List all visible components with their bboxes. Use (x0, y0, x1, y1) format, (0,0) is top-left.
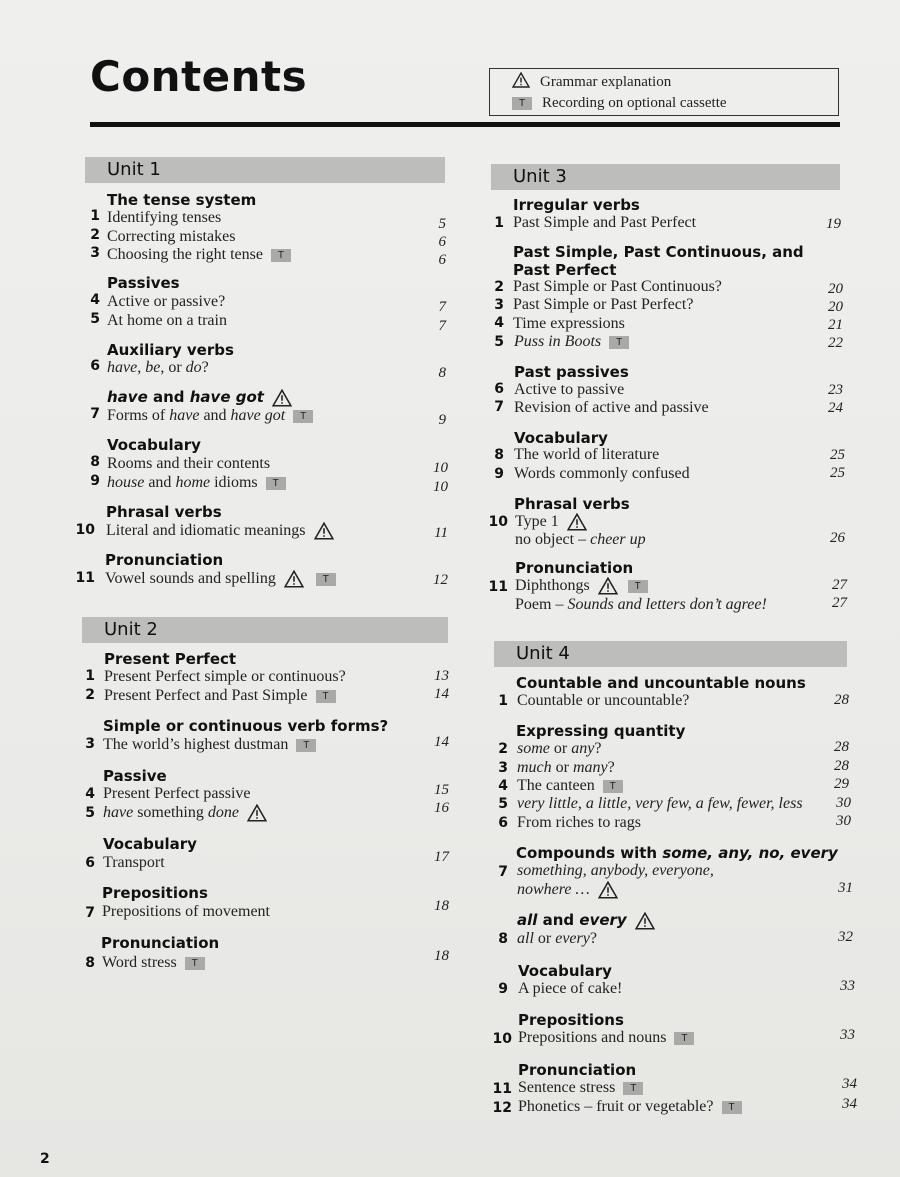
item-number: 2 (90, 227, 100, 243)
item-row[interactable]: Diphthongs T (515, 577, 648, 595)
warning-triangle-icon (598, 577, 618, 595)
item-number: 5 (494, 334, 504, 350)
section-heading: Vocabulary (514, 429, 608, 447)
section-heading: Pronunciation (105, 551, 224, 569)
item-number: 8 (85, 955, 95, 971)
page-ref: 30 (836, 795, 851, 811)
unit-3-heading: Unit 3 (491, 164, 840, 190)
item-number: 4 (85, 786, 95, 802)
item-title[interactable]: something, anybody, everyone, (517, 862, 714, 879)
page-ref: 21 (828, 317, 843, 333)
page-ref: 18 (434, 898, 449, 914)
page-ref: 34 (842, 1076, 857, 1092)
section-heading: Simple or continuous verb forms? (103, 717, 389, 735)
item-title[interactable]: have, be, or do? (107, 359, 209, 376)
page-ref: 34 (842, 1096, 857, 1112)
recording-t-box: T (674, 1032, 694, 1045)
section-heading: Past Perfect (513, 261, 617, 279)
section-heading: Prepositions (102, 884, 208, 902)
page-ref: 6 (438, 234, 446, 250)
item-number: 3 (85, 736, 95, 752)
page-ref: 25 (830, 465, 845, 481)
item-title[interactable]: Time expressions (513, 315, 625, 332)
item-row[interactable]: Present Perfect and Past Simple T (104, 687, 336, 705)
item-title[interactable]: Rooms and their contents (107, 455, 271, 472)
page-ref: 19 (826, 216, 841, 232)
item-title: Choosing the right tense (107, 246, 263, 263)
item-number: 10 (75, 522, 95, 538)
recording-t-box: T (609, 336, 629, 349)
section-heading: Past Simple, Past Continuous, and (513, 243, 804, 261)
legend-grammar (512, 72, 671, 92)
item-title[interactable]: some or any? (517, 740, 602, 757)
section-heading: The tense system (107, 191, 257, 209)
section-heading: have and have got (107, 388, 292, 407)
item-number: 12 (492, 1100, 512, 1116)
section-heading: all and every (517, 911, 655, 930)
item-number: 1 (498, 693, 508, 709)
page-ref: 24 (828, 400, 843, 416)
item-number: 1 (494, 215, 504, 231)
item-row[interactable]: have something done (103, 804, 267, 822)
recording-t-box: T (628, 580, 648, 593)
item-number: 4 (494, 315, 504, 331)
section-heading: Countable and uncountable nouns (516, 674, 806, 692)
recording-t-box: T (722, 1101, 742, 1114)
item-row[interactable]: Phonetics – fruit or vegetable? T (518, 1098, 742, 1116)
page-ref: 14 (434, 686, 449, 702)
page-ref: 27 (832, 577, 847, 593)
item-title[interactable]: Active to passive (514, 381, 625, 398)
recording-t-box: T (266, 477, 286, 490)
page-ref: 33 (840, 978, 855, 994)
recording-t-box: T (293, 410, 313, 423)
item-row[interactable]: Type 1 (515, 513, 587, 531)
page-ref: 22 (828, 335, 843, 351)
item-number: 7 (90, 406, 100, 422)
item-number: 7 (494, 399, 504, 415)
warning-triangle-icon (598, 881, 618, 899)
item-title[interactable]: Transport (103, 854, 165, 871)
item-number: 3 (494, 297, 504, 313)
warning-triangle-icon (512, 72, 530, 93)
item-number: 5 (90, 311, 100, 327)
section-heading: Vocabulary (518, 962, 612, 980)
legend-box (489, 68, 839, 116)
item-number: 9 (90, 473, 100, 489)
item-number: 3 (90, 245, 100, 261)
item-title[interactable]: Active or passive? (107, 293, 226, 310)
page-ref: 9 (438, 412, 446, 428)
item-row[interactable]: nowhere … (517, 881, 618, 899)
item-title[interactable]: much or many? (517, 759, 615, 776)
item-number: 5 (85, 805, 95, 821)
item-row[interactable]: The world’s highest dustman T (103, 736, 316, 754)
warning-triangle-icon (567, 513, 587, 531)
item-number: 11 (488, 579, 508, 595)
item-title[interactable]: all or every? (517, 930, 597, 947)
recording-t-box: T (623, 1082, 643, 1095)
item-row[interactable]: Prepositions and nouns T (518, 1029, 694, 1047)
item-title[interactable]: Past Simple or Past Perfect? (513, 296, 694, 313)
section-heading: Past passives (514, 363, 629, 381)
page-ref: 29 (834, 776, 849, 792)
item-row[interactable]: Word stress T (102, 954, 205, 972)
item-number: 2 (498, 741, 508, 757)
item-row[interactable] (107, 246, 291, 264)
item-title[interactable]: Past Simple or Past Continuous? (513, 278, 722, 295)
page-ref: 15 (434, 782, 449, 798)
page-ref: 20 (828, 299, 843, 315)
item-number: 10 (492, 1031, 512, 1047)
item-number: 2 (494, 279, 504, 295)
unit-1-heading: Unit 1 (85, 157, 445, 183)
item-title[interactable]: Correcting mistakes (107, 228, 236, 245)
page-ref: 32 (838, 929, 853, 945)
item-row[interactable]: Vowel sounds and spelling T (105, 570, 336, 588)
section-heading: Pronunciation (518, 1061, 637, 1079)
section-heading: Vocabulary (103, 835, 197, 853)
page-ref: 17 (434, 849, 449, 865)
item-number: 6 (498, 815, 508, 831)
item-number: 9 (498, 981, 508, 997)
recording-t-box: T (603, 780, 623, 793)
section-heading: Prepositions (518, 1011, 624, 1029)
page-ref: 28 (834, 739, 849, 755)
section-heading: Vocabulary (107, 436, 201, 454)
item-row[interactable]: Sentence stress T (518, 1079, 643, 1097)
page-ref: 33 (840, 1027, 855, 1043)
section-heading: Pronunciation (515, 559, 634, 577)
recording-t-box: T (316, 690, 336, 703)
recording-t-box: T (296, 739, 316, 752)
item-row[interactable]: Poem – Sounds and letters don’t agree! (515, 596, 767, 613)
recording-t-box: T (271, 249, 291, 262)
page-ref: 25 (830, 447, 845, 463)
item-title[interactable]: Present Perfect passive (103, 785, 251, 802)
warning-triangle-icon (314, 522, 334, 540)
page-ref: 10 (433, 460, 448, 476)
item-title[interactable]: Past Simple and Past Perfect (513, 214, 697, 231)
item-number: 11 (492, 1081, 512, 1097)
warning-triangle-icon (247, 804, 267, 822)
item-title[interactable]: Countable or uncountable? (517, 692, 690, 709)
page-ref: 23 (828, 382, 843, 398)
page-ref: 11 (434, 525, 448, 541)
unit-4-heading: Unit 4 (494, 641, 847, 667)
section-heading: Phrasal verbs (514, 495, 630, 513)
item-title[interactable]: At home on a train (107, 312, 227, 329)
section-heading: Passive (103, 767, 167, 785)
page-number: 2 (40, 1151, 50, 1167)
item-number: 8 (498, 931, 508, 947)
page-ref: 26 (830, 530, 845, 546)
page-ref: 10 (433, 479, 448, 495)
section-heading: Irregular verbs (513, 196, 640, 214)
recording-t-box: T (185, 957, 205, 970)
recording-t-box: T (512, 97, 532, 110)
item-number: 11 (75, 570, 95, 586)
page-ref: 16 (434, 800, 449, 816)
item-row[interactable]: Forms of have and have got T (107, 407, 313, 425)
title-rule (90, 122, 840, 127)
legend-recording (512, 93, 727, 113)
warning-triangle-icon (635, 912, 655, 930)
item-number: 7 (85, 905, 95, 921)
page-ref: 31 (838, 880, 853, 896)
warning-triangle-icon (284, 570, 304, 588)
item-row[interactable]: Puss in Boots T (514, 333, 629, 351)
item-title[interactable]: Identifying tenses (107, 209, 222, 226)
item-number: 1 (85, 668, 95, 684)
legend-grammar-label: Grammar explanation (540, 73, 672, 90)
item-title[interactable]: Present Perfect simple or continuous? (104, 668, 346, 685)
item-number: 5 (498, 796, 508, 812)
page-ref: 7 (438, 299, 446, 315)
page-ref: 28 (834, 758, 849, 774)
item-row[interactable]: Literal and idiomatic meanings (106, 522, 334, 540)
item-subtitle: no object – cheer up (515, 531, 646, 548)
item-number: 10 (488, 514, 508, 530)
section-heading: Compounds with some, any, no, every (516, 844, 838, 862)
page-ref: 8 (438, 365, 446, 381)
item-number: 8 (494, 447, 504, 463)
section-heading: Pronunciation (101, 934, 220, 952)
page-ref: 13 (434, 668, 449, 684)
page-ref: 30 (836, 813, 851, 829)
item-number: 4 (498, 778, 508, 794)
item-title[interactable]: Words commonly confused (514, 465, 690, 482)
page-ref: 7 (438, 318, 446, 334)
item-number: 6 (494, 381, 504, 397)
page-ref: 5 (438, 216, 446, 232)
legend-recording-label: Recording on optional cassette (542, 94, 727, 111)
page-ref: 6 (438, 252, 446, 268)
item-title[interactable]: very little, a little, very few, a few, fewer, less (517, 795, 803, 812)
item-number: 3 (498, 760, 508, 776)
page-ref: 18 (434, 948, 449, 964)
item-number: 2 (85, 687, 95, 703)
page-title: Contents (90, 52, 308, 101)
section-heading: Phrasal verbs (106, 503, 222, 521)
item-number: 7 (498, 864, 508, 880)
item-title[interactable]: A piece of cake! (518, 980, 623, 997)
item-title[interactable]: From riches to rags (517, 814, 641, 831)
item-number: 9 (494, 466, 504, 482)
item-number: 1 (90, 208, 100, 224)
unit-2-heading: Unit 2 (82, 617, 448, 643)
section-heading: Expressing quantity (516, 722, 686, 740)
recording-t-box: T (316, 573, 336, 586)
item-title[interactable]: The world of literature (514, 446, 660, 463)
page-ref: 28 (834, 692, 849, 708)
item-number: 8 (90, 454, 100, 470)
item-row[interactable]: The canteen T (517, 777, 623, 795)
page-ref: 20 (828, 281, 843, 297)
item-number: 6 (90, 358, 100, 374)
page-ref: 12 (433, 572, 448, 588)
item-number: 6 (85, 855, 95, 871)
section-heading: Passives (107, 274, 180, 292)
section-heading: Auxiliary verbs (107, 341, 234, 359)
page-ref: 14 (434, 734, 449, 750)
item-title[interactable]: Prepositions of movement (102, 903, 270, 920)
section-heading: Present Perfect (104, 650, 237, 668)
item-row[interactable]: house and home idioms T (107, 474, 286, 492)
item-title[interactable]: Revision of active and passive (514, 399, 709, 416)
item-number: 4 (90, 292, 100, 308)
page-ref: 27 (832, 595, 847, 611)
warning-triangle-icon (272, 389, 292, 407)
